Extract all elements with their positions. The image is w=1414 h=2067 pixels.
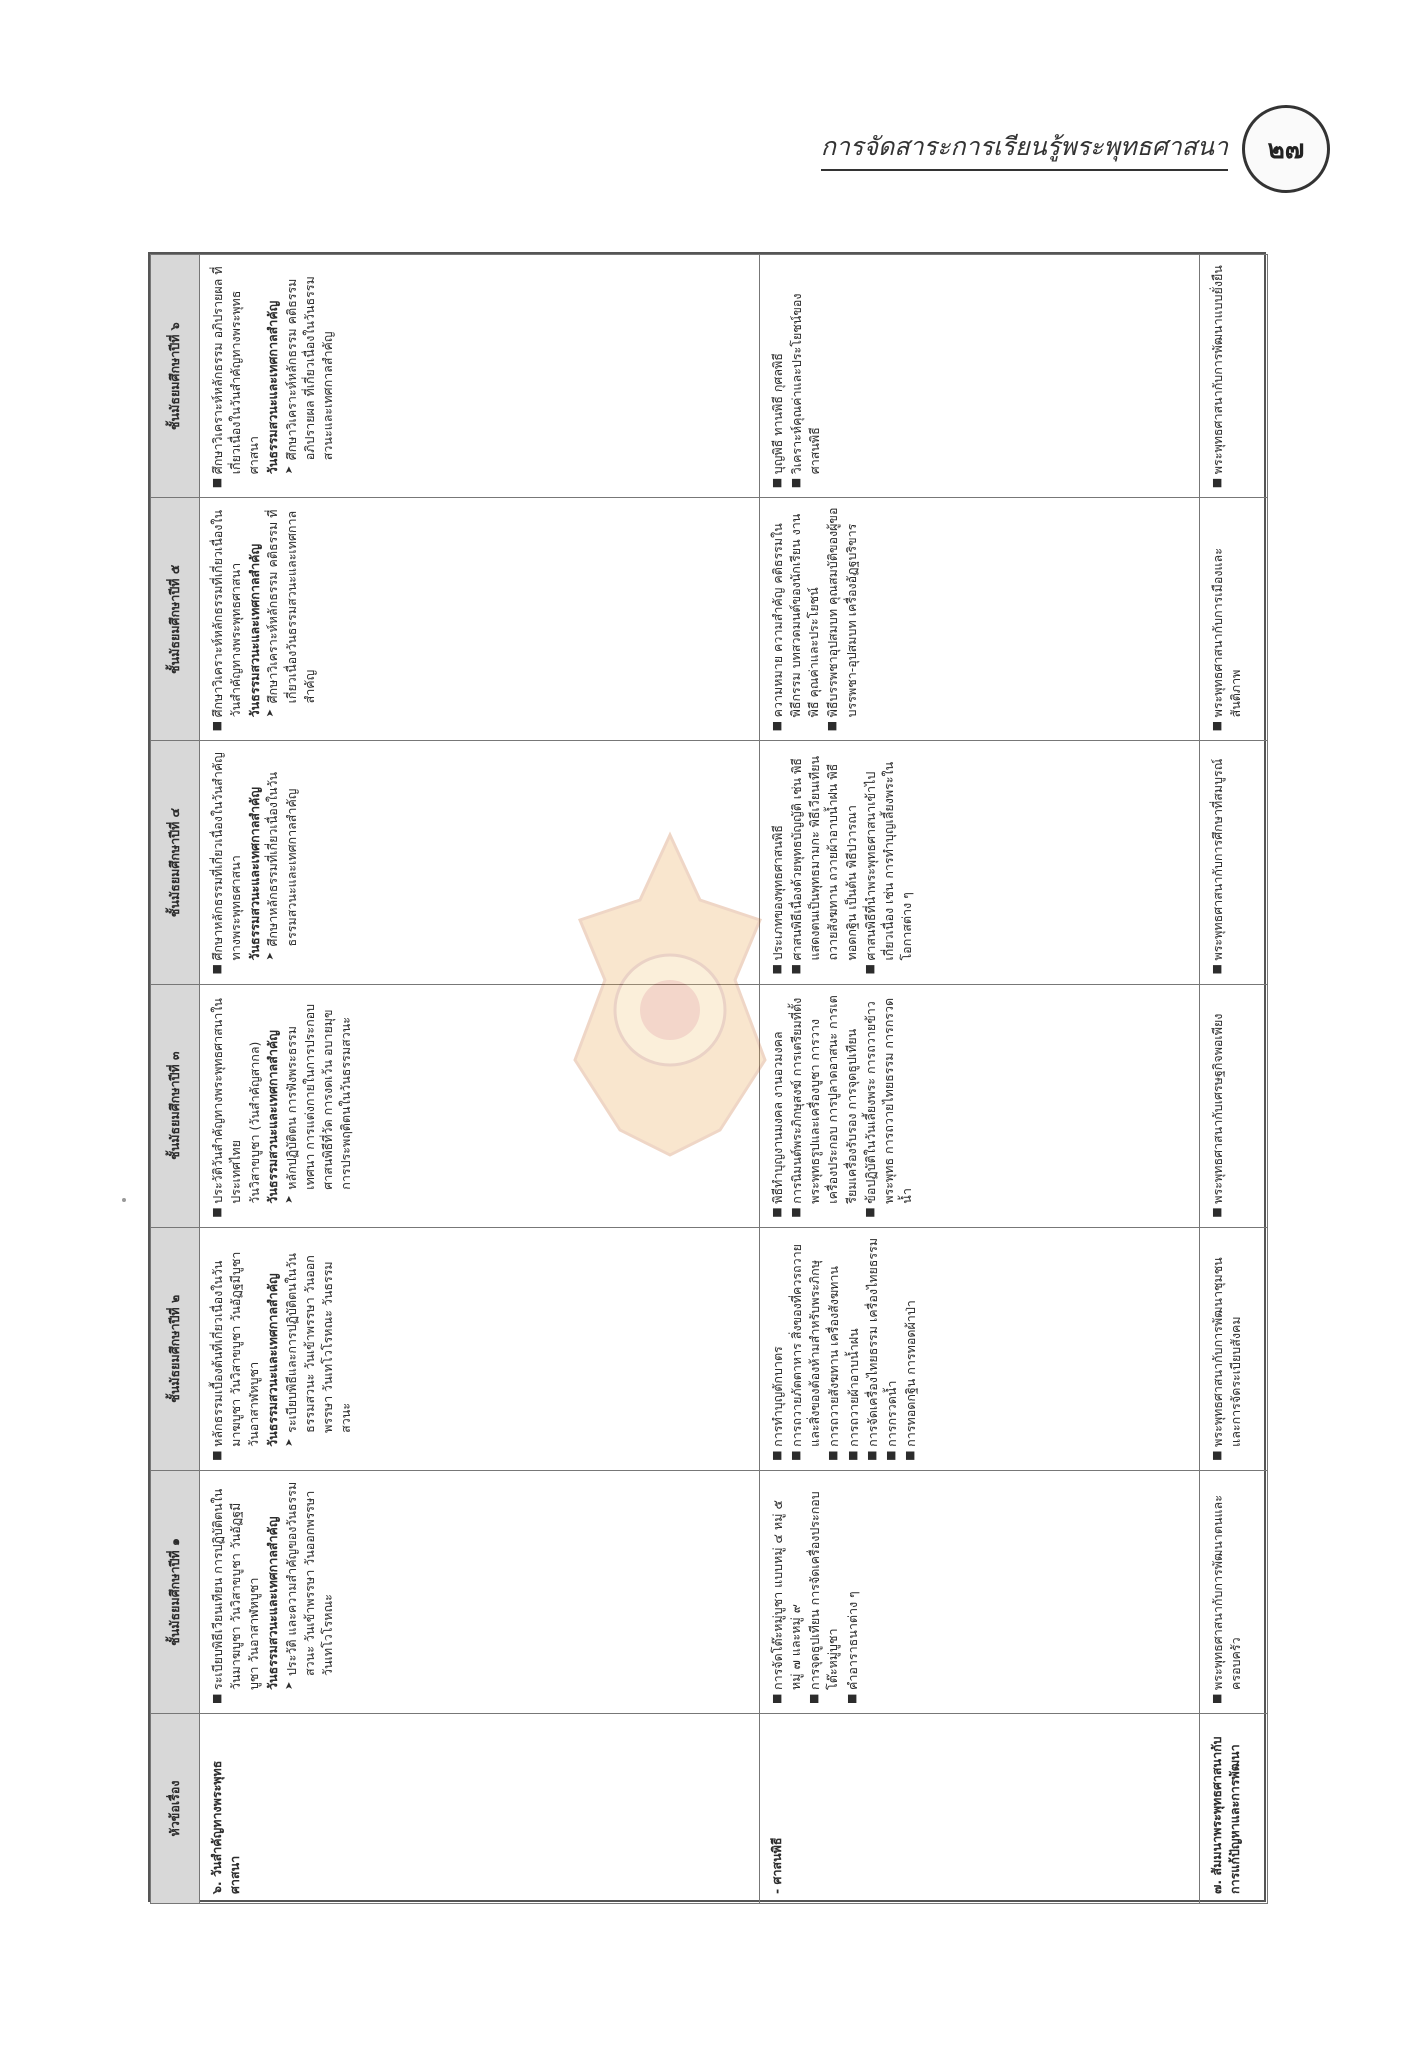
school-emblem-watermark-icon — [560, 830, 780, 1160]
grade-6-cell — [1200, 255, 1268, 498]
bullet-item: ■ วิเคราะห์คุณค่าและประโยชน์ของศาสนพิธี — [788, 264, 824, 488]
grade-2-cell — [760, 1227, 1200, 1470]
bullet-item: ■ การถวายภัตตาหาร สิ่งของที่ควรถวายและสิ่งของต้องห้ามสำหรับพระภิกษุ — [788, 1237, 824, 1461]
grade-2-cell — [1200, 1227, 1268, 1470]
grade-3-cell — [1200, 984, 1268, 1227]
bullet-item: ■ การถวายสังฆทาน เครื่องสังฆทาน — [825, 1237, 843, 1461]
bullet-item: ■ พระพุทธศาสนากับการพัฒนาแบบยั่งยืน — [1209, 264, 1227, 488]
section-heading: วันธรรมสวนะและเทศกาลสำคัญ — [247, 786, 263, 961]
bullet-item: ■ ศึกษาวิเคราะห์หลักธรรมที่เกี่ยวเนื่องในวันสำคัญทางพระพุทธศาสนา — [209, 507, 245, 731]
bullet-item: ■ พระพุทธศาสนากับการพัฒนาตนและครอบครัว — [1209, 1480, 1245, 1704]
arrow-item: ➤ หลักปฏิบัติตน การฟังพระธรรมเทศนา การแต่งกายในการประกอบศาสนพิธีที่วัด การงดเว้น อบายมุข การประพฤติตนในวันธรรมสวนะ — [283, 994, 356, 1218]
bullet-item: ■ ศึกษาหลักธรรมที่เกี่ยวเนื่องในวันสำคัญทางพระพุทธศาสนา — [209, 750, 245, 974]
arrow-item: ➤ ศึกษาวิเคราะห์หลักธรรม คติธรรม อภิปรายผล ที่เกี่ยวเนื่องในวันธรรมสวนะและเทศกาลสำคัญ — [283, 264, 337, 488]
header-grade-5: ชั้นมัธยมศึกษาปีที่ ๕ — [151, 498, 200, 741]
bullet-item: ■ พระพุทธศาสนากับเศรษฐกิจพอเพียง — [1209, 994, 1227, 1218]
table-header-row — [151, 255, 200, 1904]
bullet-item: ■ ประวัติวันสำคัญทางพระพุทธศาสนาในประเทศไทย — [209, 994, 245, 1218]
bullet-item: ■ บุญพิธี ทานพิธี กุศลพิธี — [769, 264, 787, 488]
table-row — [760, 255, 1200, 1904]
header-grade-3: ชั้นมัธยมศึกษาปีที่ ๓ — [151, 984, 200, 1227]
topic-cell: ๗. สัมมนาพระพุทธศาสนากับการแก้ปัญหาและการพัฒนา — [1200, 1714, 1268, 1904]
bullet-item: วันวิสาขบูชา (วันสำคัญสากล) — [247, 1041, 263, 1204]
bullet-item: ■ พระพุทธศาสนากับการศึกษาที่สมบูรณ์ — [1209, 750, 1227, 974]
bullet-item: ■ พิธีบรรพชาอุปสมบท คุณสมบัติของผู้ขอบรรพชา-อุปสมบท เครื่องอัฏฐบริขาร — [824, 507, 860, 731]
page-number: ๒๗ — [1267, 134, 1305, 165]
grade-6-cell — [760, 255, 1200, 498]
grade-5-cell — [200, 498, 760, 741]
grade-3-cell — [760, 984, 1200, 1227]
bullet-item: ■ การทำบุญตักบาตร — [769, 1237, 787, 1461]
section-heading: วันธรรมสวนะและเทศกาลสำคัญ — [265, 1273, 281, 1447]
grade-5-cell — [760, 498, 1200, 741]
bullet-item: ■ การทอดกฐิน การทอดผ้าป่า — [902, 1237, 920, 1461]
bullet-item: ■ การจัดโต๊ะหมู่บูชา แบบหมู่ ๔ หมู่ ๕ หมู่ ๗ และหมู่ ๙ — [769, 1480, 805, 1704]
section-heading: วันธรรมสวนะและเทศกาลสำคัญ — [265, 300, 281, 475]
grade-1-cell — [200, 1470, 760, 1713]
page-number-badge — [1242, 105, 1330, 193]
header-grade-4: ชั้นมัธยมศึกษาปีที่ ๔ — [151, 741, 200, 984]
table-row — [1200, 255, 1268, 1904]
arrow-item: ➤ ระเบียบพิธีและการปฏิบัติตนในวันธรรมสวนะ วันเข้าพรรษา วันออกพรรษา วันเทโวโรหณะ วันธรรมสวนะ — [283, 1237, 356, 1461]
bullet-item: ■ ประเภทของพุทธศาสนพิธี — [769, 750, 787, 974]
bullet-item: ■ พระพุทธศาสนากับการพัฒนาชุมชนและการจัดระเบียบสังคม — [1209, 1237, 1245, 1461]
grade-6-cell — [200, 255, 760, 498]
grade-4-cell — [1200, 741, 1268, 984]
bullet-item: ■ ศาสนพิธีเนื่องด้วยพุทธบัญญัติ เช่น พิธีแสดงตนเป็นพุทธมามกะ พิธีเวียนเทียน ถวายสังฆทาน ถวายผ้าอาบน้ำฝน พิธีทอดกฐิน เป็นต้น พิธีปวารณา — [788, 750, 861, 974]
bullet-item: ■ ศึกษาวิเคราะห์หลักธรรม อภิปรายผล ที่เกี่ยวเนื่องในวันสำคัญทางพระพุทธศาสนา — [209, 264, 263, 488]
arrow-item: ➤ ศึกษาวิเคราะห์หลักธรรม คติธรรม ที่เกี่ยวเนื่องวันธรรมสวนะและเทศกาลสำคัญ — [264, 507, 318, 731]
header-grade-6: ชั้นมัธยมศึกษาปีที่ ๖ — [151, 255, 200, 498]
grade-1-cell — [760, 1470, 1200, 1713]
bullet-item: ■ การนิมนต์พระภิกษุสงฆ์ การเตรียมที่ตั้งพระพุทธรูปและเครื่องบูชา การวางเครื่องประกอบ การปูลาดอาสนะ การเตรียมเครื่องรับรอง การจุดธูปเทียน — [788, 994, 861, 1218]
bullet-item: ■ พระพุทธศาสนากับการเมืองและสันติภาพ — [1209, 507, 1245, 731]
page-header — [821, 104, 1330, 194]
header-grade-2: ชั้นมัธยมศึกษาปีที่ ๒ — [151, 1227, 200, 1470]
grade-4-cell — [760, 741, 1200, 984]
bullet-item: ■ การถวายผ้าอาบน้ำฝน — [845, 1237, 863, 1461]
grade-1-cell — [1200, 1470, 1268, 1713]
bullet-item: ■ การกรวดน้ำ — [883, 1237, 901, 1461]
arrow-item: ➤ ศึกษาหลักธรรมที่เกี่ยวเนื่องในวันธรรมสวนะและเทศกาลสำคัญ — [264, 750, 300, 974]
topic-cell: ๖. วันสำคัญทางพระพุทธศาสนา — [200, 1714, 760, 1904]
bullet-item: ■ การจัดเครื่องไทยธรรม เครื่องไทยธรรม — [864, 1237, 882, 1461]
arrow-item: ➤ ประวัติ และความสำคัญของวันธรรมสวนะ วันเข้าพรรษา วันออกพรรษา วันเทโวโรหณะ — [283, 1480, 337, 1704]
scan-dot — [122, 1198, 126, 1202]
bullet-item: ■ ระเบียบพิธีเวียนเทียน การปฏิบัติตนใน วันมาฆบูชา วันวิสาขบูชา วันอัฏฐมีบูชา วันอาสาฬหบูชา — [209, 1480, 263, 1704]
section-heading: วันธรรมสวนะและเทศกาลสำคัญ — [247, 543, 263, 718]
header-topic: หัวข้อเรื่อง — [151, 1714, 200, 1904]
bullet-item: ■ ความหมาย ความสำคัญ คติธรรมในพิธีกรรม บทสวดมนต์ของนักเรียน งานพิธี คุณค่าและประโยชน์ — [769, 507, 823, 731]
grade-2-cell — [200, 1227, 760, 1470]
bullet-item: ■ ข้อปฏิบัติในวันเลี้ยงพระ การถวายข้าวพระพุทธ การถวายไทยธรรม การกรวดน้ำ — [862, 994, 916, 1218]
grade-5-cell — [1200, 498, 1268, 741]
topic-cell: - ศาสนพิธี — [760, 1714, 1200, 1904]
section-heading: วันธรรมสวนะและเทศกาลสำคัญ — [265, 1516, 281, 1690]
page-title: การจัดสาระการเรียนรู้พระพุทธศาสนา — [821, 127, 1228, 171]
bullet-item: ■ หลักธรรมเบื้องต้นที่เกี่ยวเนื่องในวันมาฆบูชา วันวิสาขบูชา วันอัฏฐมีบูชา วันอาสาฬหบูชา — [209, 1237, 263, 1461]
header-grade-1: ชั้นมัธยมศึกษาปีที่ ๑ — [151, 1470, 200, 1713]
bullet-item: ■ พิธีทำบุญงานมงคล งานอวมงคล — [769, 994, 787, 1218]
section-heading: วันธรรมสวนะและเทศกาลสำคัญ — [265, 1030, 281, 1204]
bullet-item: ■ คำอาราธนาต่าง ๆ — [844, 1480, 862, 1704]
bullet-item: ■ การจุดธูปเทียน การจัดเครื่องประกอบโต๊ะหมู่บูชา — [806, 1480, 842, 1704]
bullet-item: ■ ศาสนพิธีที่นำพระพุทธศาสนาเข้าไปเกี่ยวเนื่อง เช่น การทำบุญเลี้ยงพระในโอกาสต่าง ๆ — [862, 750, 916, 974]
